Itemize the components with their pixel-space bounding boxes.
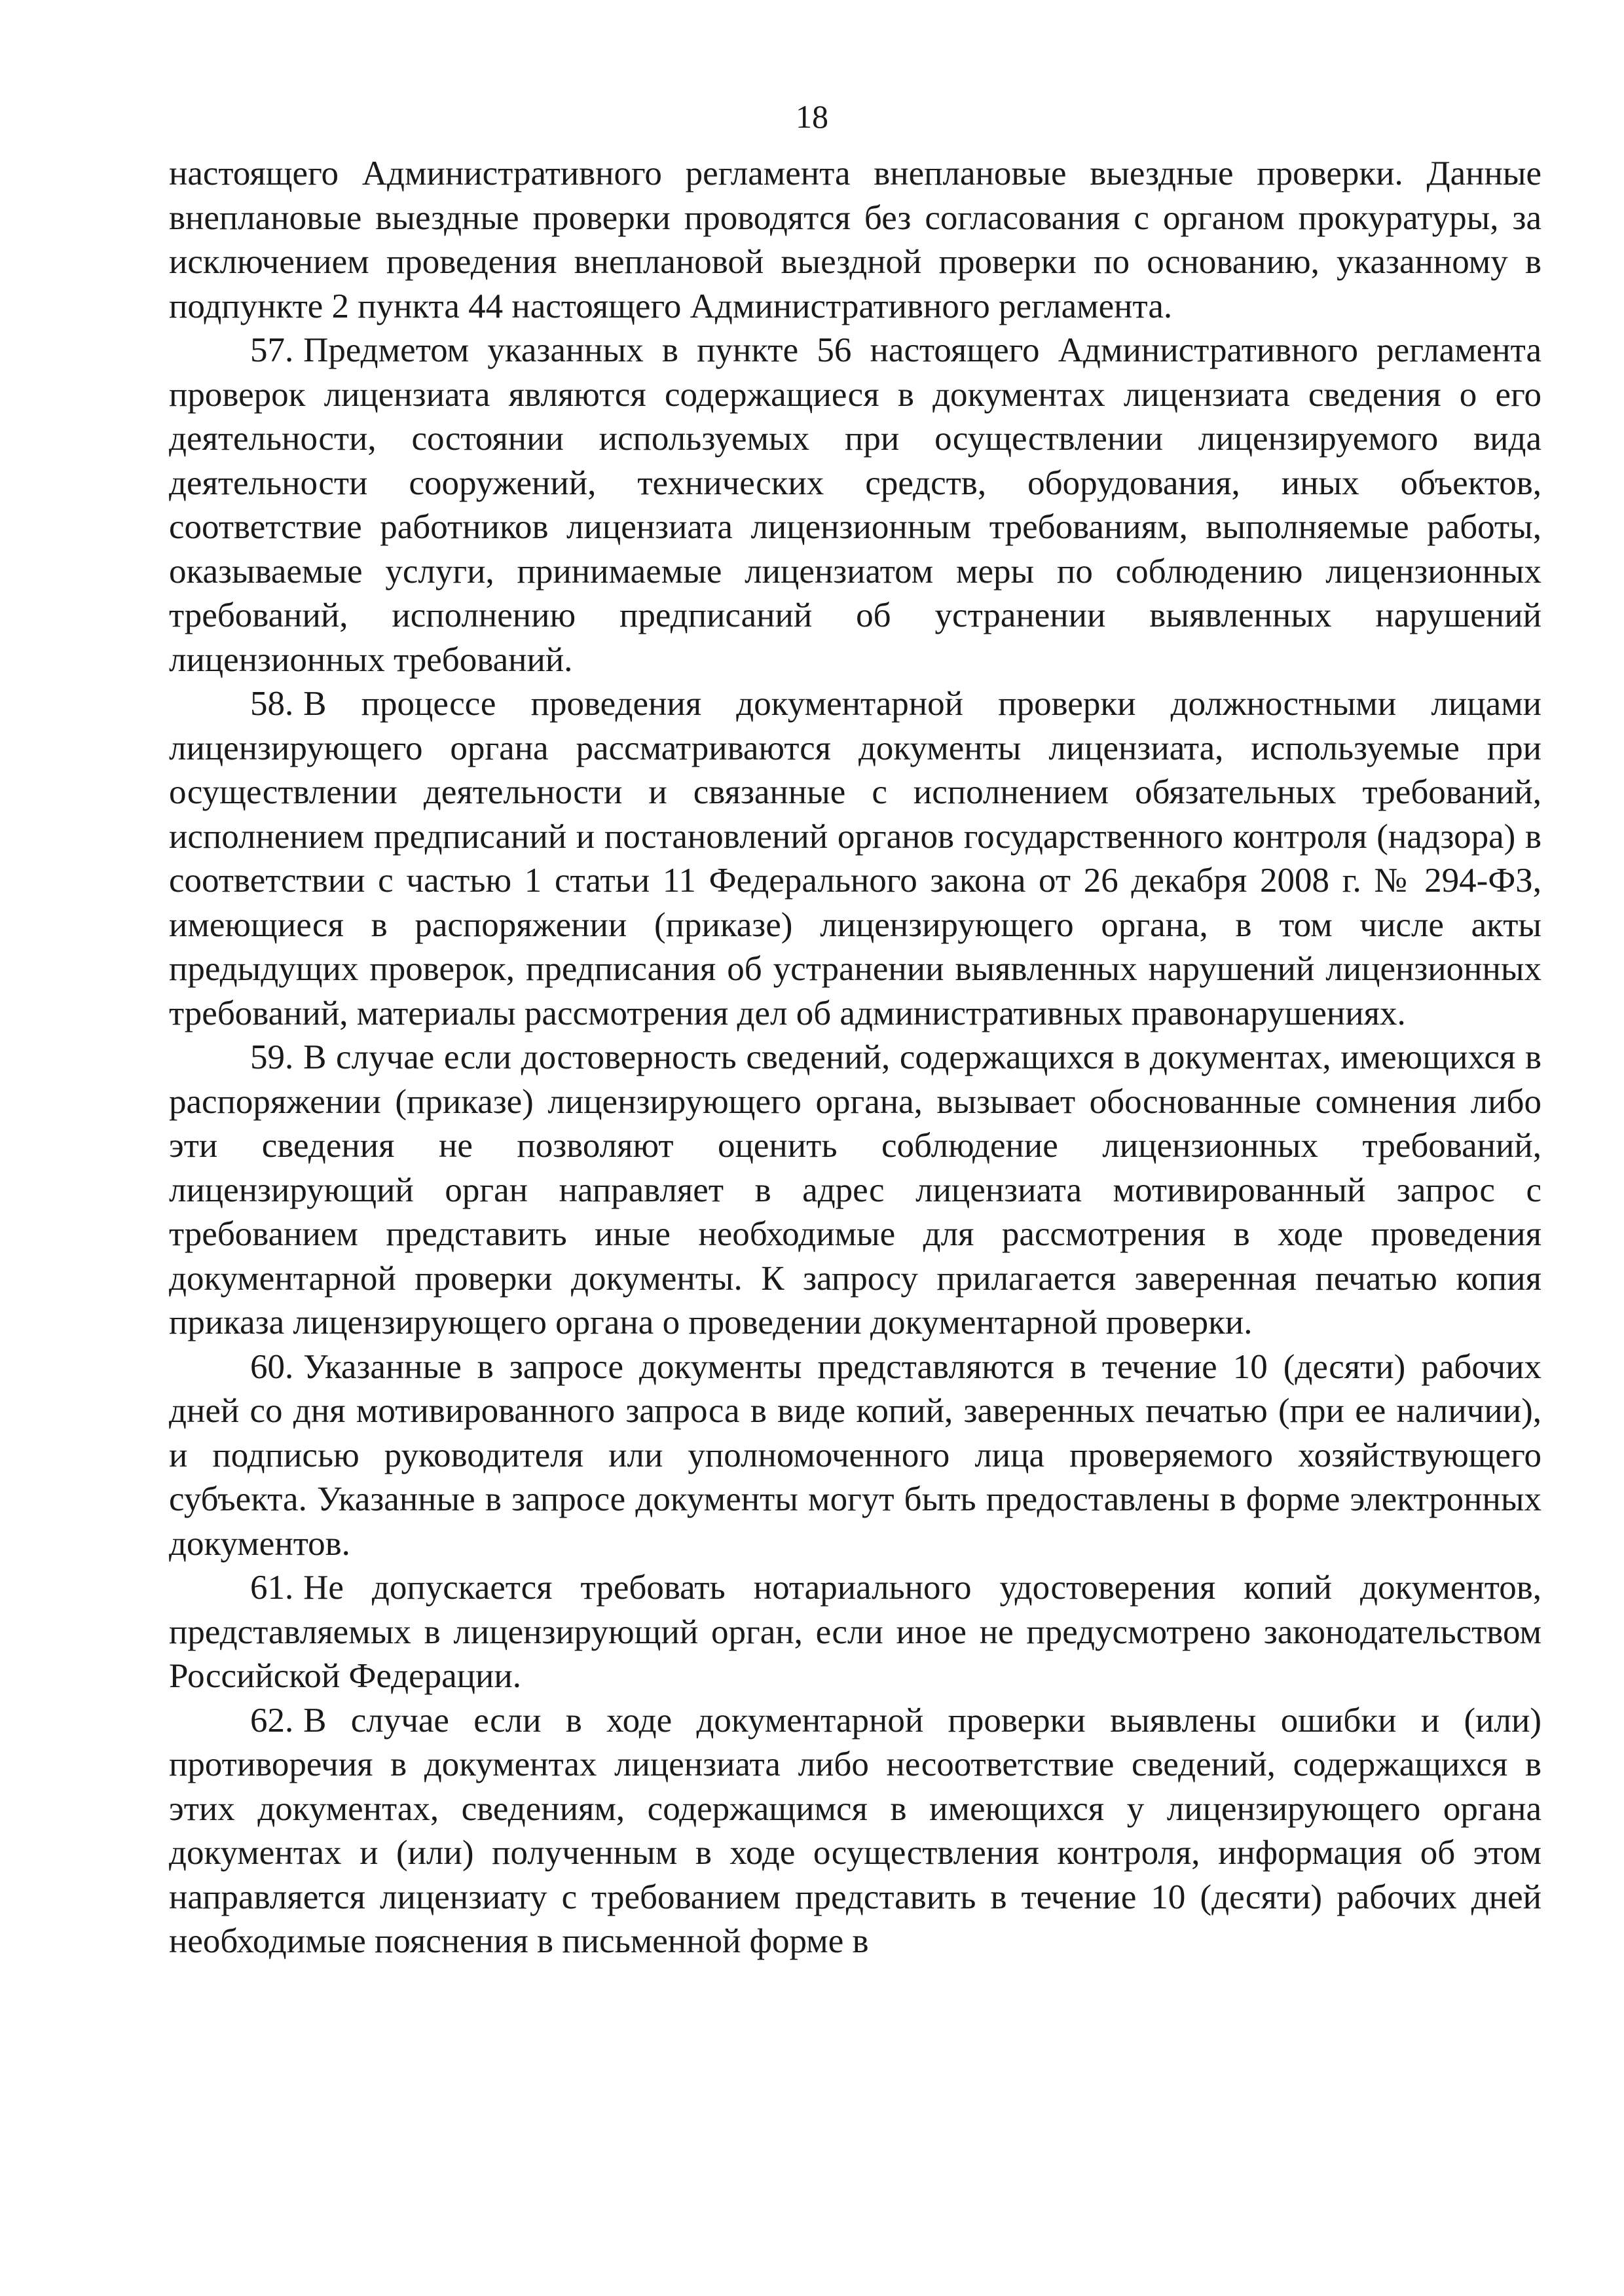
paragraph-text: Предметом указанных в пункте 56 настоящего Административного регламента проверок лицензиата являются содержащиеся в документах лицензиата сведения о его деятельности, состоянии используемых при осуществлении лицензируемого вида деятельности сооружений, технических средств, оборудования, иных объектов, соответствие работников лицензиата лицензионным требованиям, выполняемые работы, оказываемые услуги, принимаемые лицензиатом меры по соблюдению лицензионных требований, исполнению предписаний об устранении выявленных нарушений лицензионных требований.: [169, 331, 1541, 679]
paragraph-text: В случае если достоверность сведений, содержащихся в документах, имеющихся в распоряжении (приказе) лицензирующего органа, вызывает обоснованные сомнения либо эти сведения не позволяют оценить соблюдение лицензионных требований, лицензирующий орган направляет в адрес лицензиата мотивированный запрос с требованием представить иные необходимые для рассмотрения в ходе проведения документарной проверки документы. К запросу прилагается заверенная печатью копия приказа лицензирующего органа о проведении документарной проверки.: [169, 1038, 1541, 1341]
paragraph-number: 60.: [250, 1347, 294, 1386]
paragraph-number: 58.: [250, 685, 294, 723]
page-number: 18: [796, 98, 828, 135]
paragraph-61: [169, 1566, 1541, 1699]
paragraph-text: Указанные в запросе документы представляются в течение 10 (десяти) рабочих дней со дня мотивированного запроса в виде копий, заверенных печатью (при ее наличии), и подписью руководителя или уполномоченного лица проверяемого хозяйствующего субъекта. Указанные в запросе документы могут быть предоставлены в форме электронных документов.: [169, 1347, 1541, 1563]
paragraph-text: В процессе проведения документарной проверки должностными лицами лицензирующего органа рассматриваются документы лицензиата, используемые при осуществлении деятельности и связанные с исполнением обязательных требований, исполнением предписаний и постановлений органов государственного контроля (надзора) в соответствии с частью 1 статьи 11 Федерального закона от 26 декабря 2008 г. № 294-ФЗ, имеющиеся в распоряжении (приказе) лицензирующего органа, в том числе акты предыдущих проверок, предписания об устранении выявленных нарушений лицензионных требований, материалы рассмотрения дел об административных правонарушениях.: [169, 685, 1541, 1032]
paragraph-text: Не допускается требовать нотариального удостоверения копий документов, представляемых в лицензирующий орган, если иное не предусмотрено законодательством Российской Федерации.: [169, 1569, 1541, 1695]
paragraph-62: [169, 1699, 1541, 1964]
paragraph-text: настоящего Административного регламента внеплановые выездные проверки. Данные внеплановые выездные проверки проводятся без согласования с органом прокуратуры, за исключением проведения внеплановой выездной проверки по основанию, указанному в подпункте 2 пункта 44 настоящего Административного регламента.: [169, 155, 1541, 325]
paragraph-60: [169, 1345, 1541, 1567]
paragraph-number: 61.: [250, 1569, 294, 1607]
document-body: [169, 152, 1541, 1964]
paragraph-number: 59.: [250, 1038, 294, 1076]
paragraph-58: [169, 682, 1541, 1036]
paragraph-number: 62.: [250, 1701, 294, 1740]
paragraph-continuation: [169, 152, 1541, 329]
paragraph-number: 57.: [250, 331, 294, 369]
paragraph-59: [169, 1036, 1541, 1345]
paragraph-text: В случае если в ходе документарной проверки выявлены ошибки и (или) противоречия в документах лицензиата либо несоответствие сведений, содержащихся в этих документах, сведениям, содержащимся в имеющихся у лицензирующего органа документах и (или) полученным в ходе осуществления контроля, информация об этом направляется лицензиату с требованием представить в течение 10 (десяти) рабочих дней необходимые пояснения в письменной форме в: [169, 1701, 1541, 1960]
paragraph-57: [169, 329, 1541, 682]
